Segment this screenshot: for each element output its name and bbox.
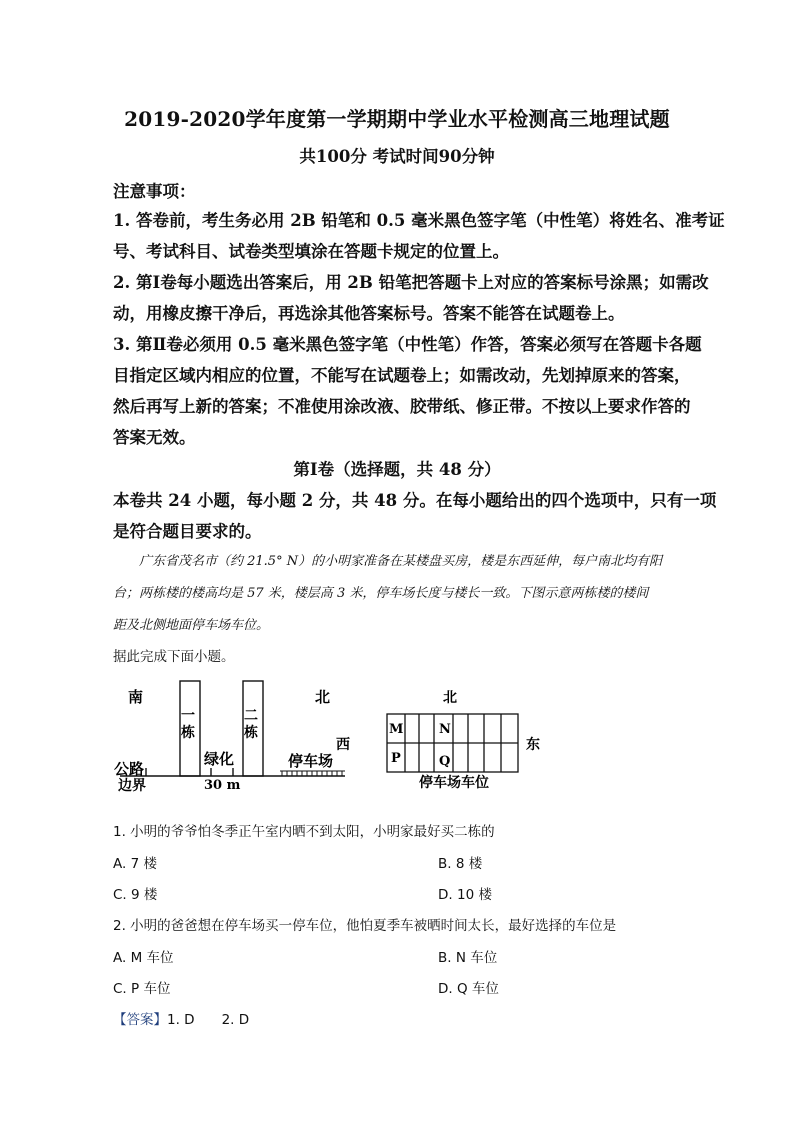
building-one-label: 一 <box>181 708 195 724</box>
option-a: A. 7 楼 <box>113 856 157 872</box>
notice-line: 1. 答卷前，考生务必用 2B 铅笔和 0.5 毫米黑色签字笔（中性笔）将姓名、准考证 <box>113 211 725 230</box>
boundary-label: 边界 <box>118 778 146 794</box>
space-q-label: Q <box>439 754 451 769</box>
green-label: 绿化 <box>204 750 235 768</box>
option-c: C. P 车位 <box>113 981 171 997</box>
answer-text: 1. D 2. D <box>167 1012 250 1028</box>
answer-label: 【答案】 <box>113 1012 167 1028</box>
grid-caption: 停车场车位 <box>419 775 489 791</box>
notice-line: 然后再写上新的答案；不准使用涂改液、胶带纸、修正带。不按以上要求作答的 <box>113 397 691 416</box>
notice-line: 2. 第Ⅰ卷每小题选出答案后，用 2B 铅笔把答题卡上对应的答案标号涂黑；如需改 <box>113 273 709 292</box>
notice-line: 号、考试科目、试卷类型填涂在答题卡规定的位置上。 <box>113 242 509 261</box>
building-section-diagram <box>110 675 360 795</box>
material-line: 台；两栋楼的楼高均是 57 米，楼层高 3 米，停车场长度与楼长一致。下图示意两栋楼的楼间 <box>113 586 649 601</box>
diagram-label-south: 南 <box>128 688 144 706</box>
notice-line: 目指定区域内相应的位置，不能写在试题卷上；如需改动，先划掉原来的答案， <box>113 366 691 385</box>
parking-grid <box>387 714 518 772</box>
question-stem: 2. 小明的爸爸想在停车场买一停车位，他怕夏季车被晒时间太长，最好选择的车位是 <box>113 918 617 934</box>
distance-label: 30 m <box>204 778 241 793</box>
building-one-label: 栋 <box>181 725 195 741</box>
grid-label-east: 东 <box>526 737 540 753</box>
material-line: 距及北侧地面停车场车位。 <box>113 618 270 633</box>
diagram-label-north: 北 <box>315 688 331 706</box>
parking-grid-diagram <box>330 685 560 795</box>
notice-line: 动，用橡皮擦干净后，再选涂其他答案标号。答案不能答在试题卷上。 <box>113 304 625 323</box>
option-a: A. M 车位 <box>113 950 174 966</box>
space-n-label: N <box>439 722 451 737</box>
grid-label-north: 北 <box>443 690 457 706</box>
answer-line <box>113 1008 249 1028</box>
section-title: 第Ⅰ卷（选择题，共 48 分） <box>293 460 501 479</box>
material-prompt: 据此完成下面小题。 <box>113 649 235 665</box>
notice-heading: 注意事项： <box>113 182 196 201</box>
space-p-label: P <box>391 751 401 766</box>
option-c: C. 9 楼 <box>113 887 158 903</box>
notice-line: 3. 第Ⅱ卷必须用 0.5 毫米黑色签字笔（中性笔）作答，答案必须写在答题卡各题 <box>113 335 702 354</box>
option-b: B. N 车位 <box>438 950 498 966</box>
section-intro: 是符合题目要求的。 <box>113 522 262 541</box>
page-title: 2019-2020学年度第一学期期中学业水平检测高三地理试题 <box>124 107 670 131</box>
grid-label-west: 西 <box>336 737 350 753</box>
option-d: D. 10 楼 <box>438 887 492 903</box>
notice-line: 答案无效。 <box>113 428 196 447</box>
page-subtitle: 共100分 考试时间90分钟 <box>299 147 495 166</box>
building-two-label: 栋 <box>244 725 258 741</box>
road-label: 公路 <box>114 760 145 778</box>
section-intro: 本卷共 24 小题，每小题 2 分，共 48 分。在每小题给出的四个选项中，只有一项 <box>113 491 717 510</box>
option-b: B. 8 楼 <box>438 856 483 872</box>
material-line: 广东省茂名市（约 21.5° N）的小明家准备在某楼盘买房，楼是东西延伸，每户南北均有阳 <box>139 554 663 569</box>
space-m-label: M <box>389 722 404 737</box>
question-stem: 1. 小明的爷爷怕冬季正午室内晒不到太阳，小明家最好买二栋的 <box>113 824 495 840</box>
building-two-label: 二 <box>244 708 258 724</box>
parking-label: 停车场 <box>288 752 334 770</box>
option-d: D. Q 车位 <box>438 981 499 997</box>
